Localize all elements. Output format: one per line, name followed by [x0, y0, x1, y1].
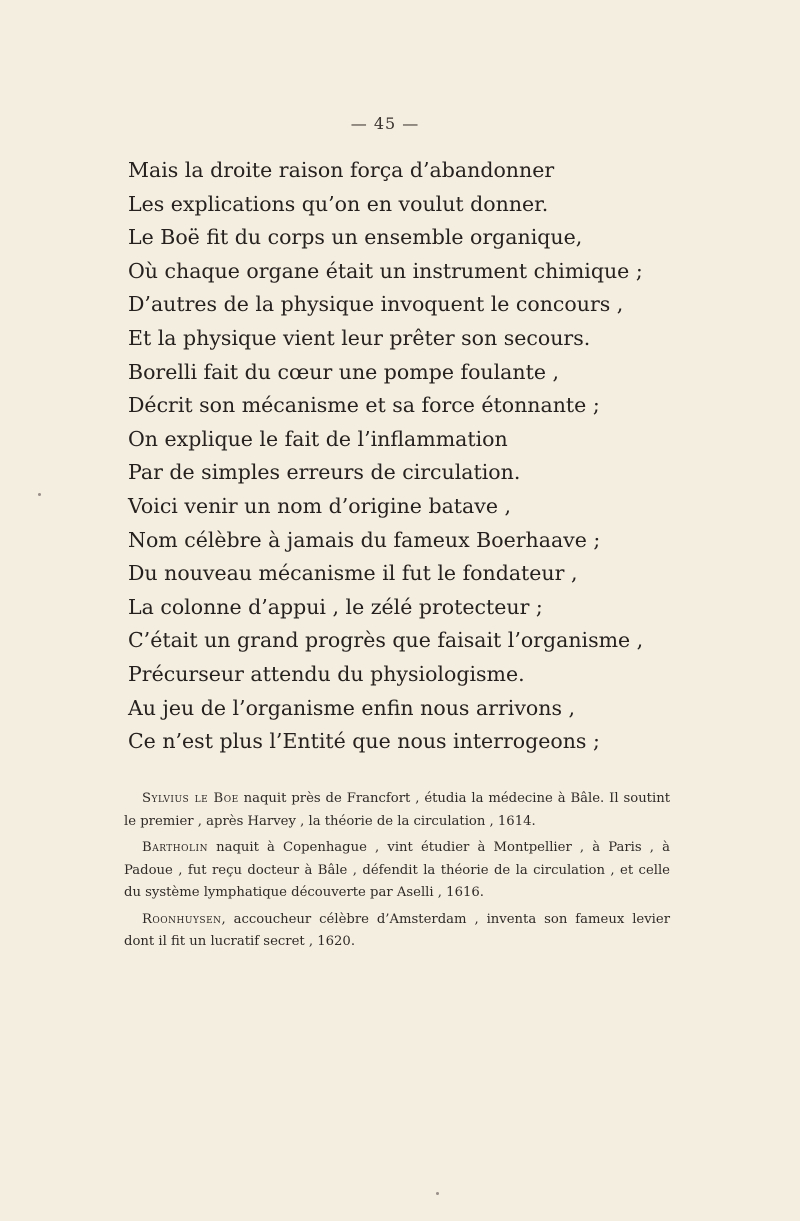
footnote-text: naquit près de Francfort , étudia la médecine à Bâle. Il soutint le premier , après Harvey , la théorie de la circulation , 1614. — [124, 791, 670, 829]
verse-line: Voici venir un nom d’origine batave , — [128, 493, 512, 518]
verse-line: Les explications qu’on en voulut donner. — [128, 191, 549, 216]
footnote-name: Roonhuysen — [142, 911, 222, 927]
page-number: — 45 — — [350, 114, 420, 133]
footnote — [124, 837, 670, 905]
verse-line: Précurseur attendu du physiologisme. — [128, 661, 525, 686]
verse-line: Nom célèbre à jamais du fameux Boerhaave ; — [128, 527, 601, 552]
verse-block — [128, 154, 748, 759]
footnote-text: naquit à Copenhague , vint étudier à Montpellier , à Paris , à Padoue , fut reçu docteur à Bâle , défendit la théorie de la circulation , et celle du système lymphatique découverte par Aselli , 1616. — [124, 840, 670, 900]
verse-line: Où chaque organe était un instrument chimique ; — [128, 258, 643, 283]
verse-line: Au jeu de l’organisme enfin nous arrivons , — [128, 695, 575, 720]
verse-line: Du nouveau mécanisme il fut le fondateur , — [128, 561, 578, 586]
paper-speck — [38, 493, 41, 496]
footnote-name: Bartholin — [142, 840, 208, 855]
verse-line: La colonne d’appui , le zélé protecteur ; — [128, 594, 543, 619]
verse-line: Le Boë fit du corps un ensemble organique, — [128, 225, 583, 250]
verse-line: Ce n’est plus l’Entité que nous interrogeons ; — [128, 729, 600, 754]
footnote-text: , accoucheur célèbre d’Amsterdam , inventa son fameux levier dont il fit un lucratif secret , 1620. — [124, 911, 670, 949]
verse-line: Décrit son mécanisme et sa force étonnante ; — [128, 393, 600, 418]
verse-line: Borelli fait du cœur une pompe foulante , — [128, 359, 560, 384]
verse-line: On explique le fait de l’inflammation — [128, 426, 508, 451]
footnotes — [124, 788, 670, 958]
footnote — [124, 909, 670, 954]
verse-line: C’était un grand progrès que faisait l’organisme , — [128, 628, 644, 653]
paper-speck — [436, 1192, 439, 1195]
verse-line: D’autres de la physique invoquent le concours , — [128, 292, 624, 317]
verse-line: Mais la droite raison força d’abandonner — [128, 158, 555, 182]
verse-line: Et la physique vient leur prêter son secours. — [128, 325, 591, 350]
footnote-name: Sylvius le Boe — [142, 791, 239, 806]
footnote — [124, 788, 670, 833]
verse-line: Par de simples erreurs de circulation. — [128, 460, 521, 485]
